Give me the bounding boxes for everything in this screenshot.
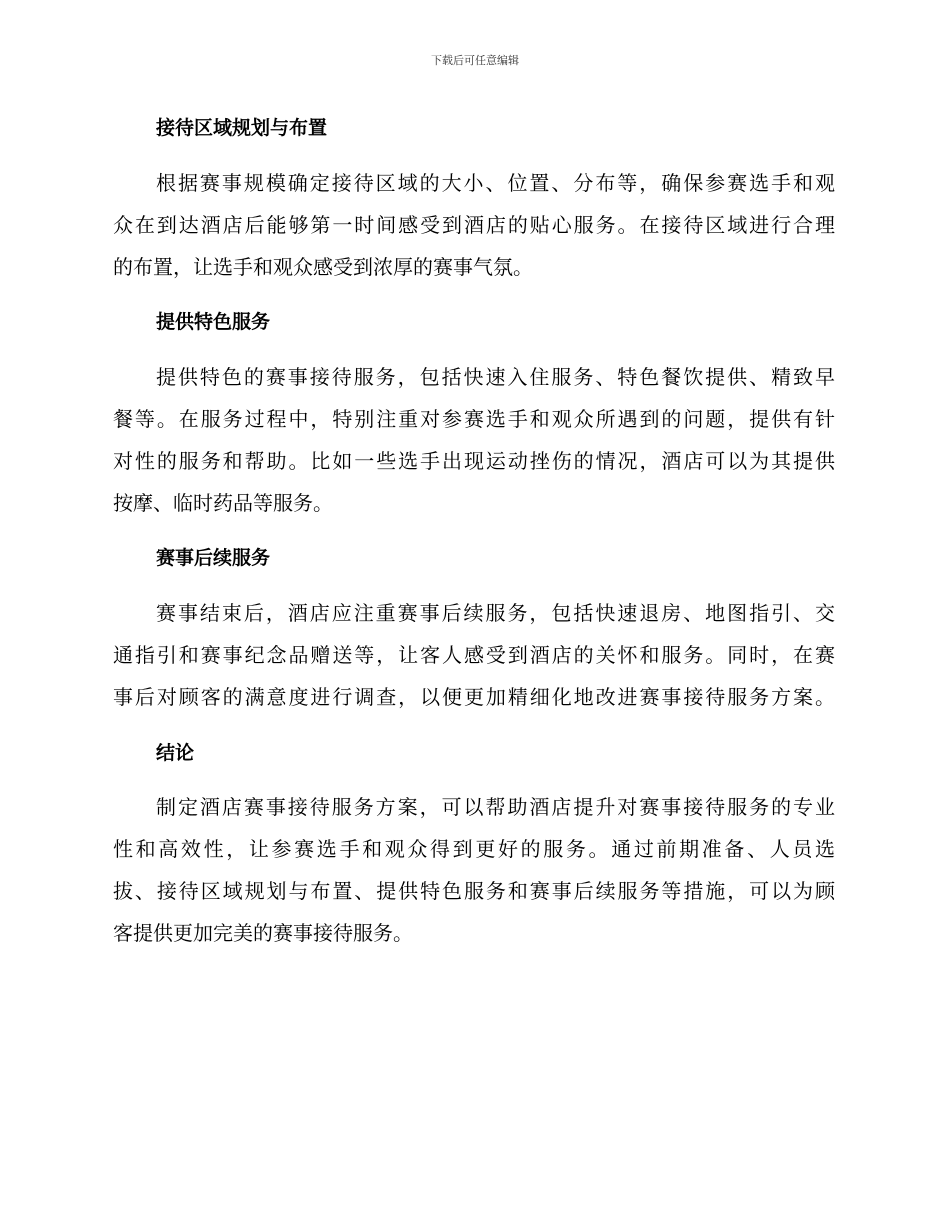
paragraph-line: 赛事结束后，酒店应注重赛事后续服务，包括快速退房、地图指引、交 xyxy=(156,601,835,625)
header-note: 下载后可任意编辑 xyxy=(431,54,519,67)
paragraph-line: 对性的服务和帮助。比如一些选手出现运动挫伤的情况，酒店可以为其提供 xyxy=(113,449,835,473)
section-heading: 提供特色服务 xyxy=(156,311,271,333)
section-paragraph xyxy=(113,162,835,288)
paragraph-line: 根据赛事规模确定接待区域的大小、位置、分布等，确保参赛选手和观 xyxy=(156,171,835,195)
paragraph-line: 餐等。在服务过程中，特别注重对参赛选手和观众所遇到的问题，提供有针 xyxy=(113,407,835,431)
section-heading: 赛事后续服务 xyxy=(156,547,271,569)
paragraph-line: 性和高效性，让参赛选手和观众得到更好的服务。通过前期准备、人员选 xyxy=(113,837,835,861)
section-paragraph xyxy=(113,592,835,718)
paragraph-line: 客提供更加完美的赛事接待服务。 xyxy=(113,921,413,945)
paragraph-line: 拔、接待区域规划与布置、提供特色服务和赛事后续服务等措施，可以为顾 xyxy=(113,879,835,903)
paragraph-line: 制定酒店赛事接待服务方案，可以帮助酒店提升对赛事接待服务的专业 xyxy=(156,795,835,819)
paragraph-line: 事后对顾客的满意度进行调查，以便更加精细化地改进赛事接待服务方案。 xyxy=(113,685,835,709)
paragraph-line: 按摩、临时药品等服务。 xyxy=(113,491,333,515)
paragraph-line: 提供特色的赛事接待服务，包括快速入住服务、特色餐饮提供、精致早 xyxy=(156,365,835,389)
section-paragraph xyxy=(113,786,835,954)
section-heading: 接待区域规划与布置 xyxy=(156,117,328,139)
paragraph-line: 众在到达酒店后能够第一时间感受到酒店的贴心服务。在接待区域进行合理 xyxy=(113,213,835,237)
paragraph-line: 通指引和赛事纪念品赠送等，让客人感受到酒店的关怀和服务。同时，在赛 xyxy=(113,643,835,667)
paragraph-line: 的布置，让选手和观众感受到浓厚的赛事气氛。 xyxy=(113,255,533,279)
section-paragraph xyxy=(113,356,835,524)
section-heading: 结论 xyxy=(156,742,195,764)
